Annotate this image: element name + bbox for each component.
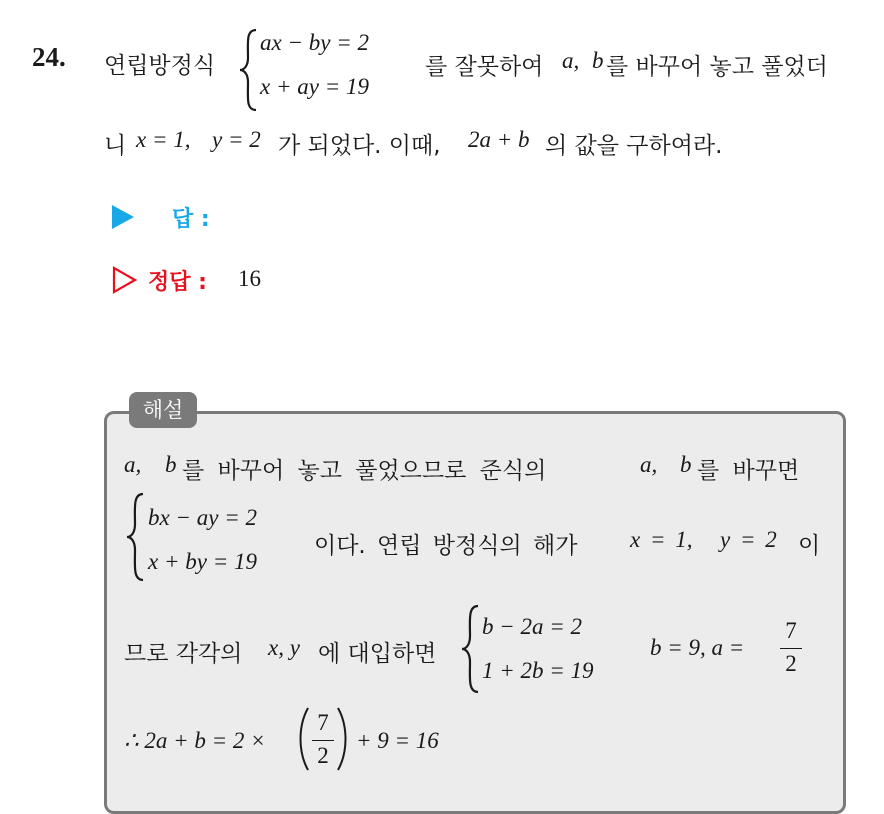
solution-x-value: x = 1, (630, 527, 693, 552)
answer-label: 답 : (172, 207, 210, 232)
brace-icon (238, 28, 258, 112)
question-lead: 연립방정식 (104, 53, 216, 79)
question-text-1a: 를 잘못하여 (425, 54, 544, 80)
solution-system2-eq2: 1 + 2b = 19 (482, 658, 594, 683)
question-text-2c: 의 값을 구하여라. (545, 133, 723, 159)
solution-text-3a: 므로 각각의 (124, 641, 243, 667)
question-text-2b: 가 되었다. 이때, (278, 133, 441, 159)
question-var-b: b (592, 48, 604, 73)
question-number: 24. (32, 42, 66, 72)
solution-var-b2: b (680, 452, 692, 477)
question-expr: 2a + b (468, 127, 530, 152)
final-fraction-numerator: 7 (317, 710, 329, 735)
system-eq-1: ax − by = 2 (260, 30, 369, 55)
solution-tag: 해설 (129, 392, 197, 428)
final-fraction-denominator: 2 (317, 743, 329, 768)
question-text-2a: 니 (104, 133, 127, 159)
brace-icon (460, 604, 480, 694)
question-text-1b: 를 바꾸어 놓고 풀었더 (606, 54, 828, 80)
solution-text-3b: 에 대입하면 (318, 641, 437, 667)
solution-system1-eq2: x + by = 19 (148, 549, 257, 574)
solution-text-2b: 이 (798, 533, 821, 559)
solution-xy: x, y (268, 635, 300, 660)
brace-icon (125, 492, 145, 582)
solution-var-a2: a, (640, 452, 658, 477)
solution-text-2a: 이다. 연립 방정식의 해가 (314, 533, 578, 559)
solution-final-suffix: + 9 = 16 (356, 728, 439, 753)
solution-system2-eq1: b − 2a = 2 (482, 614, 583, 639)
correct-answer-triangle-icon (112, 266, 138, 294)
right-paren-icon (336, 706, 350, 772)
question-x-value: x = 1, (136, 127, 191, 152)
question-y-value: y = 2 (212, 127, 261, 152)
fraction-denominator: 2 (785, 651, 797, 676)
solution-final-prefix: ∴ 2a + b = 2 × (124, 728, 266, 753)
correct-answer-label: 정답 : (148, 270, 207, 295)
final-fraction-bar (312, 740, 334, 741)
system-eq-2: x + ay = 19 (260, 74, 369, 99)
solution-system1-eq1: bx − ay = 2 (148, 505, 257, 530)
solution-var-b: b (165, 452, 177, 477)
solution-text-1b: 를 바꾸면 (697, 458, 800, 484)
fraction-bar (780, 648, 802, 649)
left-paren-icon (296, 706, 310, 772)
solution-y-value: y = 2 (720, 527, 777, 552)
correct-answer-value: 16 (238, 266, 261, 291)
solution-text-1a: 를 바꾸어 놓고 풀었으므로 준식의 (182, 458, 547, 484)
fraction-numerator: 7 (785, 618, 797, 643)
solution-var-a: a, (124, 452, 142, 477)
solution-result: b = 9, a = (650, 635, 745, 660)
answer-play-icon (112, 205, 134, 229)
question-var-a: a, (562, 48, 580, 73)
